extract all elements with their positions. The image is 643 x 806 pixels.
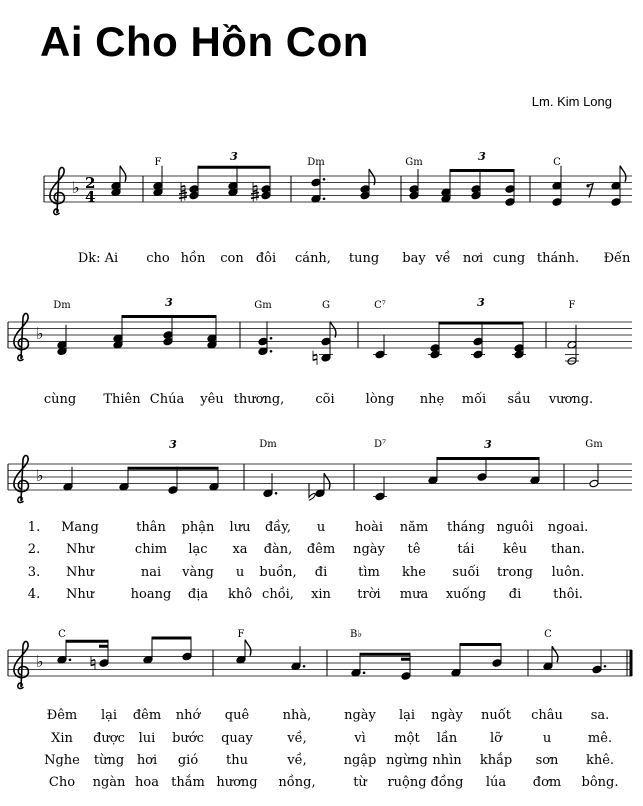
lyric-syllable: ruộng [387, 775, 427, 790]
chord-symbol: C [553, 157, 561, 168]
lyric-syllable: từng [93, 753, 125, 768]
dot [323, 178, 326, 181]
lyric-syllable: khắp [479, 753, 513, 768]
lyric-syllable: hồn [180, 251, 206, 266]
dot [69, 658, 72, 661]
time-signature-bottom: 4 [85, 188, 96, 206]
lyric-syllable: trời [357, 587, 381, 602]
lyric-syllable: Chúa [149, 392, 185, 407]
notehead [592, 665, 602, 674]
lyric-syllable: thôi. [553, 587, 583, 602]
lyric-syllable: u [542, 731, 552, 746]
dot [275, 492, 278, 495]
lyric-syllable: Thiên [103, 392, 141, 407]
lyric-syllable: về, [287, 731, 307, 746]
lyric-syllable: một [394, 731, 420, 746]
lyric-syllable: con [220, 251, 244, 266]
flag [324, 473, 330, 489]
notehead [473, 337, 483, 346]
lyric-syllable: u [316, 520, 326, 535]
notehead [360, 191, 370, 200]
chord-symbol: Dm [53, 300, 71, 311]
lyric-syllable: xin [311, 587, 331, 602]
beam [450, 169, 514, 172]
notehead [163, 337, 173, 346]
lyric-syllable: u [235, 565, 245, 580]
lyric-syllable: đơm [532, 775, 562, 790]
notehead [189, 191, 199, 200]
notehead [409, 191, 419, 200]
treble-clef-icon [14, 641, 28, 688]
lyric-syllable: sơn [535, 753, 559, 768]
lyric-syllable: ngoai. [547, 520, 589, 535]
lyric-syllable: quay [221, 731, 253, 746]
lyric-syllable: gió [177, 753, 199, 768]
lyric-syllable: hoang [130, 587, 172, 602]
lyric-syllable: quê [224, 708, 250, 723]
lyric-syllable: lỡ [490, 731, 502, 746]
beam [401, 658, 410, 661]
lyric-syllable: khê. [585, 753, 615, 768]
chord-symbol: Dm [259, 439, 277, 450]
notehead [505, 198, 515, 207]
tuplet-number: 3 [165, 296, 173, 309]
treble-clef-icon [14, 455, 28, 502]
tuplet-number: 3 [484, 438, 492, 451]
lyric-syllable: nguôi [496, 520, 534, 535]
lyric-syllable: nai [140, 565, 162, 580]
lyric-syllable: 4. [27, 587, 41, 602]
lyric-syllable: trong [497, 565, 533, 580]
lyric-syllable: Mang [61, 520, 99, 535]
lyric-syllable: mê. [587, 731, 613, 746]
lyric-syllable: thân [136, 520, 166, 535]
lyric-syllable: xuống [445, 587, 487, 602]
tuplet-number: 3 [477, 296, 485, 309]
lyric-syllable: Xin [51, 731, 73, 746]
treble-clef-icon [50, 167, 64, 214]
notehead [321, 337, 331, 346]
time-signature-top: 2 [85, 174, 96, 192]
lyric-syllable: mối [461, 392, 487, 407]
lyric-syllable: cánh, [295, 251, 331, 266]
notehead [589, 479, 599, 488]
notehead [258, 337, 268, 346]
lyric-syllable: lưu [229, 520, 251, 535]
notehead [401, 672, 411, 681]
lyric-syllable: về, [287, 753, 307, 768]
lyric-syllable: Như [65, 542, 95, 557]
lyric-syllable: vì [354, 731, 366, 746]
lyric-syllable: thắm [171, 775, 205, 790]
chord-symbol: Dm [307, 157, 325, 168]
chord-symbol: F [568, 300, 576, 311]
chord-symbol: B♭ [349, 629, 363, 640]
lyric-syllable: địa [187, 587, 209, 602]
lyric-syllable: chồi, [262, 587, 294, 602]
lyric-syllable: lui [138, 731, 156, 746]
lyric-syllable: lại [398, 708, 416, 723]
chord-symbol: C⁷ [374, 300, 386, 311]
notehead [552, 198, 562, 207]
lyric-syllable: 3. [27, 565, 41, 580]
eighth-rest [586, 184, 589, 187]
tuplet-number: 3 [169, 438, 177, 451]
lyric-syllable: đêm [306, 542, 336, 557]
key-signature: ♭ [72, 178, 80, 197]
chord-symbol: Gm [254, 300, 272, 311]
beam [360, 653, 410, 656]
lyric-syllable: mưa [399, 587, 429, 602]
notehead [168, 486, 178, 495]
chord-symbol: G [322, 300, 330, 311]
chord-symbol: C [58, 629, 66, 640]
lyric-syllable: Dk: Ai [77, 251, 119, 266]
lyric-syllable: yêu [200, 392, 224, 407]
lyric-syllable: lòng [365, 392, 395, 407]
lyric-syllable: hương [216, 775, 258, 790]
lyric-syllable: châu [531, 708, 563, 723]
lyric-syllable: lúa [485, 775, 507, 790]
lyric-syllable: cung [492, 251, 526, 266]
beam [122, 315, 216, 318]
lyric-syllable: chim [134, 542, 168, 557]
key-signature: ♭ [36, 466, 44, 485]
beam [437, 457, 539, 460]
flag [120, 166, 126, 182]
beam [128, 467, 218, 470]
lyric-syllable: than. [551, 542, 585, 557]
lyric-syllable: nhà, [282, 708, 312, 723]
key-signature: ♭ [36, 324, 44, 343]
lyric-syllable: đi [314, 565, 328, 580]
lyric-syllable: bay [402, 251, 426, 266]
lyric-syllable: khô [227, 587, 253, 602]
chord-symbol: Gm [405, 157, 423, 168]
lyric-syllable: hoài [354, 520, 384, 535]
lyric-syllable: kêu [503, 542, 527, 557]
beam [439, 322, 523, 325]
lyric-syllable: lại [100, 708, 118, 723]
lyric-syllable: ngày [344, 708, 376, 723]
notehead [505, 185, 515, 194]
lyric-syllable: đêm [132, 708, 162, 723]
lyric-syllable: năm [399, 520, 429, 535]
lyric-syllable: hoa [135, 775, 159, 790]
lyric-syllable: Nghe [44, 753, 80, 768]
treble-clef-icon [14, 313, 28, 360]
lyric-syllable: lạc [188, 542, 208, 557]
lyric-syllable: ngừng [386, 753, 428, 768]
lyric-syllable: hơi [136, 753, 158, 768]
lyric-syllable: khe [402, 565, 426, 580]
dot [604, 665, 607, 668]
lyric-syllable: nhớ [175, 708, 201, 723]
lyric-syllable: nuốt [481, 708, 511, 723]
lyric-syllable: nhìn [432, 753, 462, 768]
lyric-syllable: cho [146, 251, 170, 266]
notehead [311, 178, 321, 187]
notehead [182, 652, 192, 661]
lyric-syllable: đầy, [264, 520, 292, 535]
chord-symbol: Gm [585, 439, 603, 450]
song-title: Ai Cho Hồn Con [40, 18, 369, 65]
lyric-syllable: 2. [27, 542, 41, 557]
lyric-syllable: vương. [548, 392, 594, 407]
tuplet-number: 3 [230, 150, 238, 163]
lyric-syllable: lần [436, 731, 458, 746]
lyric-syllable: từ [353, 775, 367, 790]
lyric-syllable: Cho [48, 775, 76, 790]
chord-symbol: C [544, 629, 552, 640]
flag [552, 646, 558, 662]
beam [152, 637, 191, 640]
lyric-syllable: Như [65, 565, 95, 580]
lyric-syllable: bông. [581, 775, 619, 790]
dot [270, 350, 273, 353]
dot [323, 197, 326, 200]
notehead [492, 659, 502, 668]
lyric-syllable: nơi [462, 251, 484, 266]
lyric-syllable: ngày [431, 708, 463, 723]
notehead [471, 191, 481, 200]
final-barline [630, 650, 633, 676]
dot [270, 337, 273, 340]
flag [620, 166, 626, 182]
lyric-syllable: tê [407, 542, 421, 557]
lyric-syllable: buồn, [259, 565, 297, 580]
lyric-syllable: thánh. [536, 251, 580, 266]
lyric-syllable: phận [181, 520, 215, 535]
flag [245, 640, 251, 656]
lyric-syllable: được [93, 731, 125, 746]
lyric-syllable: đàn, [263, 542, 293, 557]
beam [66, 640, 108, 643]
lyric-syllable: thương, [233, 392, 285, 407]
lyric-syllable: suối [452, 565, 480, 580]
lyric-syllable: cùng [43, 392, 77, 407]
composer: Lm. Kim Long [531, 94, 612, 109]
lyric-syllable: sa. [590, 708, 610, 723]
lyric-syllable: Đến [603, 251, 631, 266]
lyric-syllable: ngày [353, 542, 385, 557]
notehead [611, 198, 621, 207]
lyric-syllable: thu [226, 753, 248, 768]
lyric-syllable: tái [457, 542, 475, 557]
notehead [99, 659, 109, 668]
chord-symbol: F [237, 629, 245, 640]
lyric-syllable: tung [348, 251, 380, 266]
lyric-syllable: ngập [343, 753, 377, 768]
dot [363, 671, 366, 674]
lyric-syllable: nhẹ [419, 392, 445, 407]
lyric-syllable: 1. [27, 520, 41, 535]
lyric-syllable: ngàn [92, 775, 126, 790]
beam [99, 645, 108, 648]
lyric-syllable: bước [172, 731, 204, 746]
tuplet-number: 3 [478, 150, 486, 163]
lyric-syllable: Như [65, 587, 95, 602]
lyric-syllable: Đêm [46, 708, 78, 723]
lyric-syllable: xa [232, 542, 248, 557]
lyric-syllable: đồng [430, 775, 464, 790]
lyric-syllable: nồng, [278, 775, 316, 790]
lyric-syllable: tìm [358, 565, 380, 580]
lyric-syllable: cõi [315, 392, 335, 407]
lyric-syllable: tháng [446, 520, 486, 535]
lyric-syllable: đi [508, 587, 522, 602]
key-signature: ♭ [36, 652, 44, 671]
chord-symbol: F [154, 157, 162, 168]
notehead [261, 191, 271, 200]
natural-icon [313, 351, 317, 365]
chord-symbol: D⁷ [373, 439, 387, 450]
flat-icon [309, 483, 315, 500]
dot [303, 665, 306, 668]
beam [460, 643, 501, 646]
beam [198, 166, 270, 169]
lyric-syllable: đôi [255, 251, 277, 266]
lyric-syllable: về [435, 251, 451, 266]
lyric-syllable: vàng [182, 565, 214, 580]
lyric-syllable: sầu [507, 392, 531, 407]
notehead [477, 473, 487, 482]
lyric-syllable: luôn. [551, 565, 585, 580]
